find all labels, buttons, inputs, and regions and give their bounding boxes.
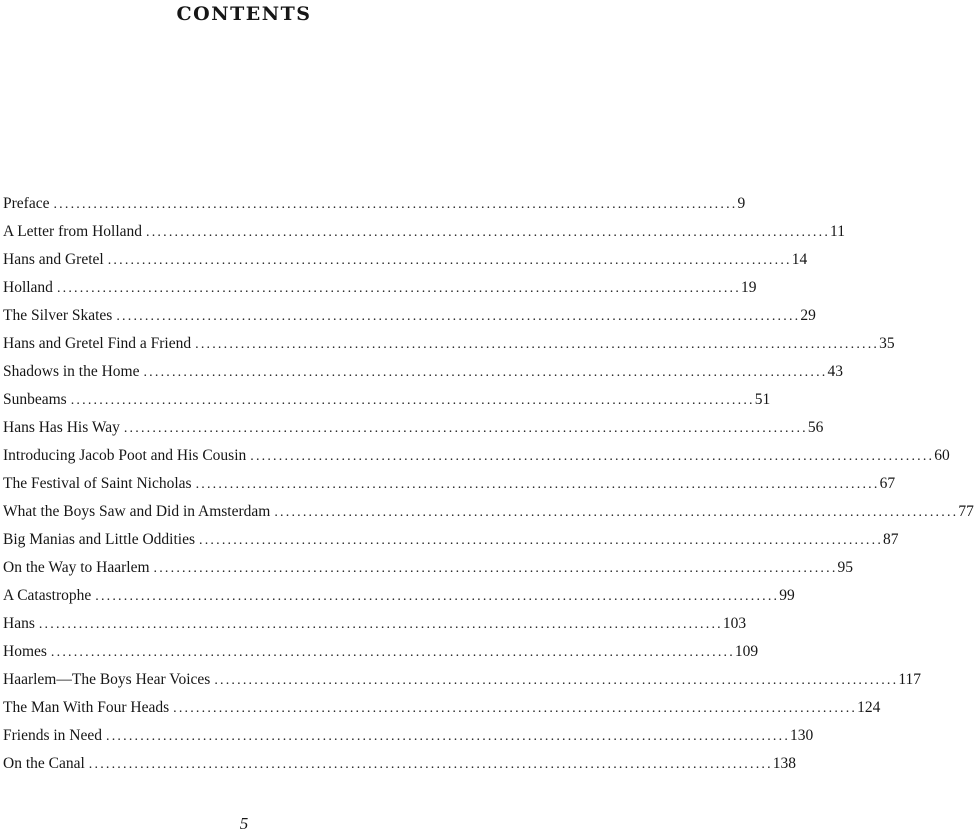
toc-entry-page: 124 [857,699,881,716]
toc-entry-title: What the Boys Saw and Did in Amsterdam [3,503,271,520]
toc-entry-page: 9 [737,195,746,212]
dot-leader: ........................................................................................................................ [195,337,880,352]
toc-entry-page: 109 [734,643,759,660]
dot-leader: ........................................................................................................................ [143,365,828,380]
toc-entry-page: 103 [722,615,747,632]
toc-entry[interactable] [3,643,759,671]
dot-leader: ........................................................................................................................ [199,533,884,548]
toc-entry[interactable] [3,447,950,475]
toc-entry-title: Hans [3,615,35,632]
toc-entry-title: The Festival of Saint Nicholas [3,475,192,492]
toc-entry[interactable] [3,615,747,643]
toc-entry-page: 95 [837,559,854,576]
dot-leader: ........................................................................................................................ [116,309,801,324]
toc-entry-title: Hans Has His Way [3,419,120,436]
page-number: 5 [239,814,249,833]
dot-leader: ........................................................................................................................ [153,561,838,576]
dot-leader: ........................................................................................................................ [56,281,741,296]
dot-leader: ........................................................................................................................ [95,589,780,604]
toc-entry[interactable] [3,475,896,503]
toc-entry-title: Holland [3,279,53,296]
toc-entry-page: 14 [791,251,808,268]
toc-entry[interactable] [3,251,808,279]
toc-entry[interactable] [3,307,816,335]
toc-entry-page: 43 [827,363,843,380]
toc-entry[interactable] [3,559,854,587]
toc-entry-page: 56 [807,419,824,436]
toc-entry-title: Sunbeams [3,391,67,408]
toc-entry[interactable] [3,699,881,727]
toc-entry[interactable] [3,755,797,783]
toc-entry[interactable] [3,279,757,307]
toc-entry-title: The Silver Skates [3,307,113,324]
dot-leader: ........................................................................................................................ [88,757,773,772]
toc-entry-title: Preface [3,195,50,212]
toc-entry[interactable] [3,727,814,755]
toc-entry-title: Hans and Gretel [3,251,104,268]
toc-entry[interactable] [3,587,795,615]
toc-entry-page: 35 [879,335,895,352]
toc-entry-title: Introducing Jacob Poot and His Cousin [3,447,247,464]
toc-entry-page: 117 [898,671,922,688]
toc-entry-page: 60 [934,447,950,464]
toc-entry-title: Shadows in the Home [3,363,140,380]
dot-leader: ........................................................................................................................ [123,421,808,436]
toc-entry-title: Friends in Need [3,727,103,744]
dot-leader: ........................................................................................................................ [214,673,899,688]
dot-leader: ........................................................................................................................ [53,197,738,212]
toc-entry[interactable] [3,195,746,223]
toc-entry[interactable] [3,419,824,447]
toc-entry-title: The Man With Four Heads [3,699,170,716]
toc-entry-page: 67 [879,475,896,492]
toc-entry[interactable] [3,335,895,363]
toc-entry-title: Haarlem—The Boys Hear Voices [3,671,211,688]
dot-leader: ........................................................................................................................ [70,393,755,408]
toc-entry[interactable] [3,531,899,559]
dot-leader: ........................................................................................................................ [107,253,792,268]
toc-entry-title: A Catastrophe [3,587,92,604]
toc-entry-page: 130 [790,727,814,744]
toc-entry[interactable] [3,363,843,391]
toc-entry-page: 77 [958,503,974,520]
page-title: CONTENTS [176,3,312,25]
dot-leader: ........................................................................................................................ [250,449,935,464]
toc-entry-title: Homes [3,643,47,660]
toc-entry-page: 19 [740,279,757,296]
toc-entry-title: Big Manias and Little Oddities [3,531,196,548]
dot-leader: ........................................................................................................................ [146,225,831,240]
toc-entry[interactable] [3,503,974,531]
toc-entry-page: 11 [830,223,845,240]
dot-leader: ........................................................................................................................ [173,701,858,716]
dot-leader: ........................................................................................................................ [38,617,723,632]
toc-entry-page: 51 [754,391,771,408]
toc-entry[interactable] [3,223,845,251]
toc-entry[interactable] [3,391,771,419]
toc-entry[interactable] [3,671,922,699]
toc-entry-title: On the Way to Haarlem [3,559,150,576]
dot-leader: ........................................................................................................................ [106,729,791,744]
toc-entry-page: 99 [779,587,795,604]
toc-entry-title: Hans and Gretel Find a Friend [3,335,192,352]
toc-entry-title: A Letter from Holland [3,223,143,240]
toc-entry-page: 87 [883,531,899,548]
dot-leader: ........................................................................................................................ [50,645,735,660]
toc-entry-title: On the Canal [3,755,85,772]
dot-leader: ........................................................................................................................ [195,477,880,492]
toc-entry-page: 138 [772,755,797,772]
dot-leader: ........................................................................................................................ [274,505,959,520]
toc-entry-page: 29 [800,307,816,324]
